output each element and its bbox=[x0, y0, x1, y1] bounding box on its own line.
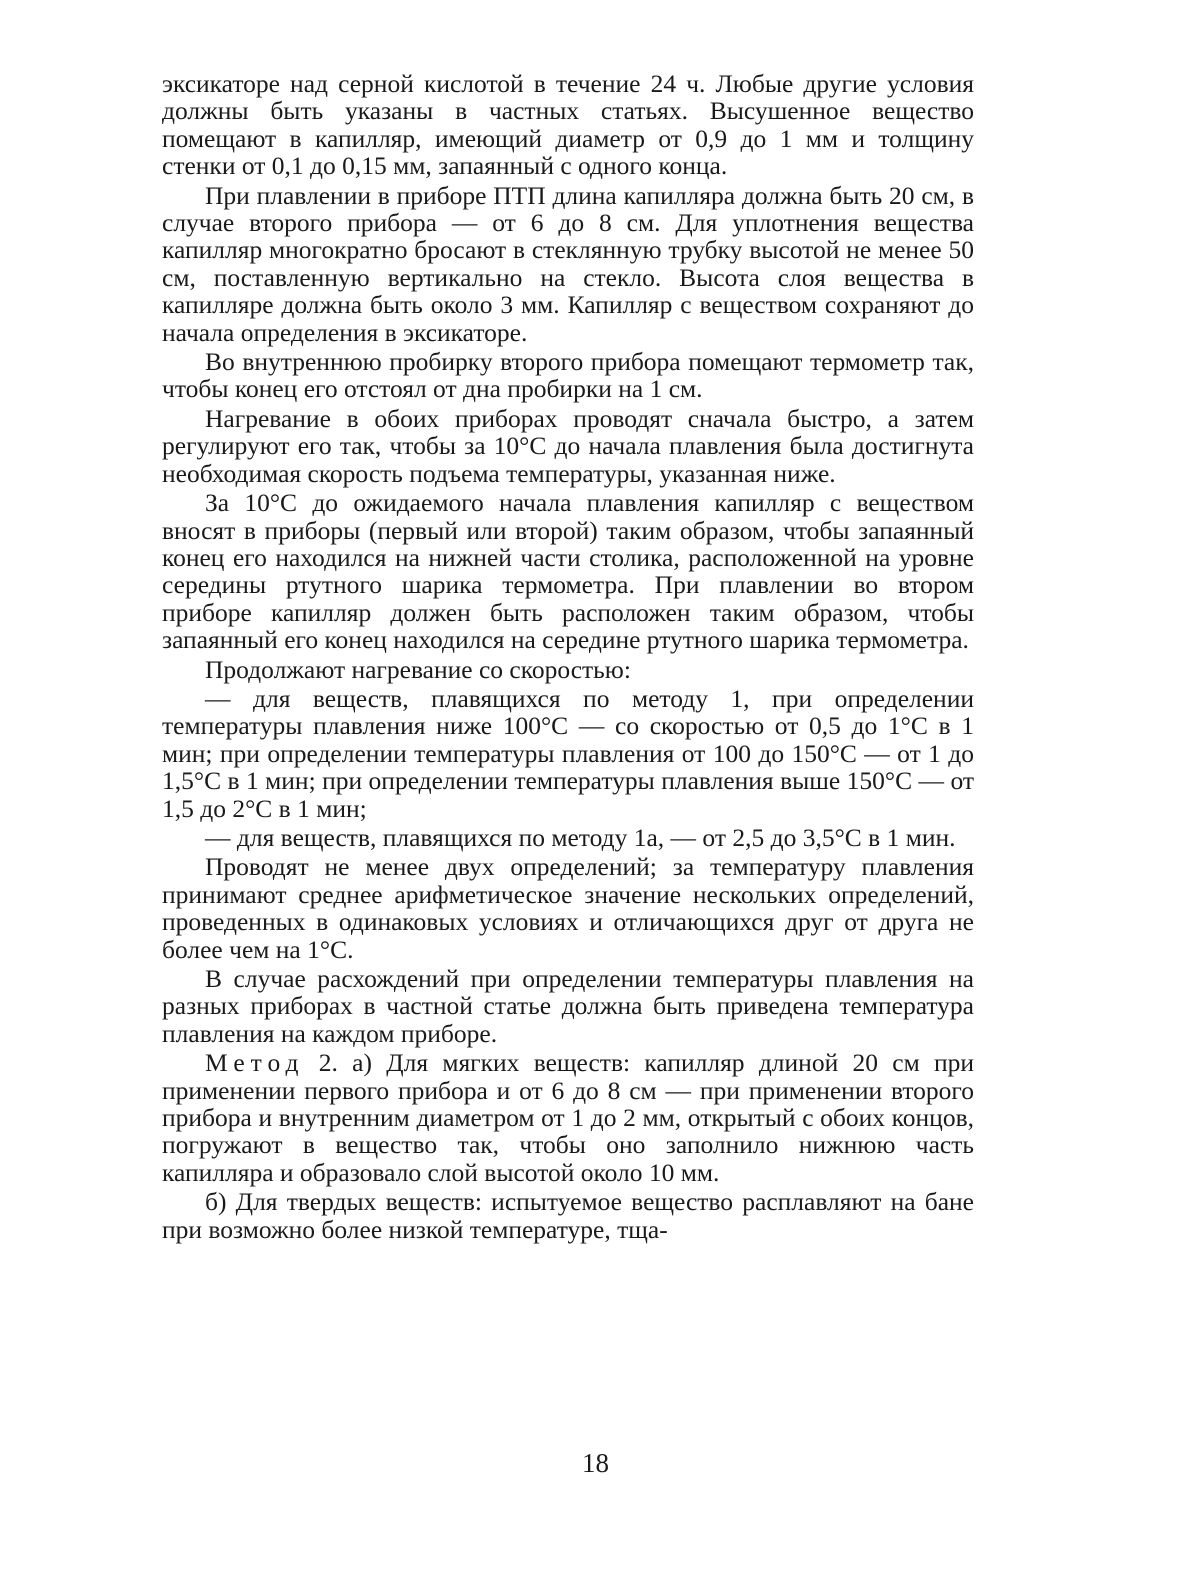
paragraph-2: При плавлении в приборе ПТП длина капилляра должна быть 20 см, в случае второго прибора — от 6 до 8 см. Для уплотнения вещества капилляр многократно бросают в стеклянную трубку высотой не менее 50 см, поставленную вертикально на стекло. Высота слоя вещества в капилляре должна быть около 3 мм. Капилляр с веществом сохраняют до начала определения в эксикаторе. bbox=[162, 180, 974, 347]
paragraph-3: Во внутреннюю пробирку второго прибора помещают термометр так, чтобы конец его отстоял от дна пробирки на 1 см. bbox=[162, 347, 974, 404]
paragraph-4: Нагревание в обоих приборах проводят сначала быстро, а затем регулируют его так, чтобы за 10°С до начала плавления была достигнута необходимая скорость подъема температуры, указанная ниже. bbox=[162, 403, 974, 488]
paragraph-10: В случае расхождений при определении температуры плавления на разных приборах в частной статье должна быть приведена температура плавления на каждом приборе. bbox=[162, 964, 974, 1048]
method-text: 2. а) Для мягких веществ: капилляр длиной 20 см при применении первого прибора и от 6 до 8 см — при применении второго прибора и внутренним диаметром от 1 до 2 мм, открытый с обоих концов, погружают в вещество так, чтобы оно заполнило нижнюю часть капилляра и образовало слой высотой около 10 мм. bbox=[162, 1048, 975, 1187]
paragraph-12: б) Для твердых веществ: испытуемое вещество расплавляют на бане при возможно более низкой температуре, тща- bbox=[162, 1187, 974, 1244]
paragraph-1: эксикаторе над серной кислотой в течение 24 ч. Любые другие условия должны быть указаны в частных статьях. Высушенное вещество помещают в капилляр, имеющий диаметр от 0,9 до 1 мм и толщину стенки от 0,1 до 0,15 мм, запаянный с одного конца. bbox=[162, 69, 974, 181]
paragraph-6: Продолжают нагревание со скоростью: bbox=[205, 654, 631, 684]
paragraph-7: — для веществ, плавящихся по методу 1, при определении температуры плавления ниже 100°С — со скоростью от 0,5 до 1°С в 1 мин; при определении температуры плавления от 100 до 150°С — от 1 до 1,5°С в 1 мин; при определении температуры плавления выше 150°С — от 1,5 до 2°С в 1 мин; bbox=[162, 683, 974, 823]
paragraph-5: За 10°С до ожидаемого начала плавления капилляр с веществом вносят в приборы (первый или второй) таким образом, чтобы запаянный конец его находился на нижней части столика, расположенной на уровне середины ртутного шарика термометра. При плавлении во втором приборе капилляр должен быть расположен таким образом, чтобы запаянный его конец находился на середине ртутного шарика термометра. bbox=[162, 488, 974, 655]
paragraph-8: — для веществ, плавящихся по методу 1а, — от 2,5 до 3,5°С в 1 мин. bbox=[205, 822, 956, 852]
paragraph-11 bbox=[162, 1049, 974, 1186]
method-label: Метод bbox=[205, 1048, 305, 1078]
body-text bbox=[162, 70, 974, 1245]
paragraph-9: Проводят не менее двух определений; за температуру плавления принимают среднее арифметическое значение нескольких определений, проведенных в одинаковых условиях и отличающихся друг от друга не более чем на 1°С. bbox=[162, 852, 974, 964]
page-number: 18 bbox=[582, 1448, 609, 1478]
